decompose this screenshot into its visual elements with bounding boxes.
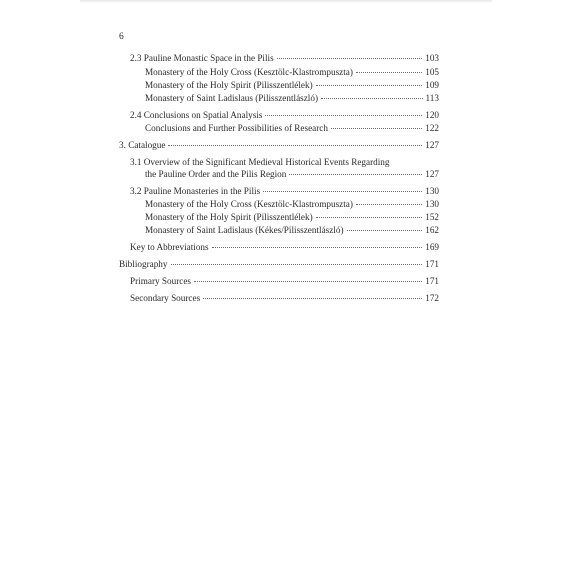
toc-entry-page: 122 [425, 123, 439, 133]
toc-entry-title: Bibliography [119, 259, 168, 269]
dot-leader [277, 50, 423, 59]
toc-entry-title: Secondary Sources [130, 293, 201, 303]
toc-entry-title: 2.3 Pauline Monastic Space in the Pilis [130, 53, 274, 63]
toc-entry[interactable] [130, 52, 439, 64]
toc-entry-title: Primary Sources [130, 276, 191, 286]
toc-entry-page: 109 [425, 80, 439, 90]
toc-entry-page: 130 [425, 186, 439, 196]
toc-entry-page: 105 [425, 67, 439, 77]
toc-entry[interactable] [145, 92, 439, 104]
dot-leader [265, 107, 422, 116]
toc-entry[interactable] [145, 224, 439, 236]
toc-entry-title: Key to Abbreviations [130, 242, 209, 252]
page-number: 6 [119, 32, 124, 42]
toc-entry-title-line2: the Pauline Order and the Pilis Region [145, 169, 287, 179]
toc-entry-title: Monastery of the Holy Spirit (Pilisszentlélek) [145, 212, 313, 222]
dot-leader [212, 239, 423, 248]
toc-entry-page: 152 [425, 212, 439, 222]
toc-entry-title: Monastery of Saint Ladislaus (Kékes/Pilisszentlászló) [145, 225, 344, 235]
toc-entry[interactable] [119, 258, 439, 270]
dot-leader [289, 166, 422, 175]
toc-entry-page: 127 [425, 169, 439, 179]
toc-entry-page: 113 [425, 93, 439, 103]
toc-entry[interactable] [145, 122, 439, 134]
toc-entry-page: 127 [425, 140, 439, 150]
toc-entry-page: 162 [425, 225, 439, 235]
dot-leader [194, 273, 422, 282]
toc-entry-title: 3. Catalogue [119, 140, 166, 150]
toc-entry-title-line1: 3.1 Overview of the Significant Medieval Historical Events Regarding [130, 157, 390, 167]
toc-entry[interactable] [130, 241, 439, 253]
dot-leader [321, 90, 423, 99]
dot-leader [168, 137, 422, 146]
dot-leader [263, 183, 422, 192]
toc-entry-page: 120 [425, 110, 439, 120]
toc-entry-page: 130 [425, 199, 439, 209]
toc-entry-title: Conclusions and Further Possibilities of Research [145, 123, 328, 133]
toc-entry-title: 3.2 Pauline Monasteries in the Pilis [130, 186, 261, 196]
toc-entry-title: Monastery of the Holy Cross (Kesztölc-Klastrompuszta) [145, 67, 353, 77]
toc-entry-page: 171 [425, 276, 439, 286]
toc-entry-title: 2.4 Conclusions on Spatial Analysis [130, 110, 263, 120]
toc-entry-page: 171 [425, 259, 439, 269]
toc-entry[interactable] [119, 139, 439, 151]
dot-leader [331, 120, 422, 129]
toc-entry-page: 169 [425, 242, 439, 252]
toc-entry-multiline[interactable] [130, 156, 439, 180]
toc-entry[interactable] [130, 292, 439, 304]
dot-leader [316, 77, 423, 86]
dot-leader [171, 256, 423, 265]
dot-leader [203, 290, 422, 299]
toc-entry[interactable] [130, 275, 439, 287]
dot-leader [356, 64, 422, 73]
toc-entry-title: Monastery of the Holy Cross (Kesztölc-Klastrompuszta) [145, 199, 353, 209]
toc-entry-page: 103 [425, 53, 439, 63]
toc-entry-title: Monastery of the Holy Spirit (Pilisszentlélek) [145, 80, 313, 90]
dot-leader [356, 196, 422, 205]
toc-entry-page: 172 [425, 293, 439, 303]
dot-leader [316, 209, 423, 218]
dot-leader [347, 222, 423, 231]
toc-entry-line2 [145, 168, 439, 180]
toc-entry-title: Monastery of Saint Ladislaus (Pilisszentlászló) [145, 93, 319, 103]
